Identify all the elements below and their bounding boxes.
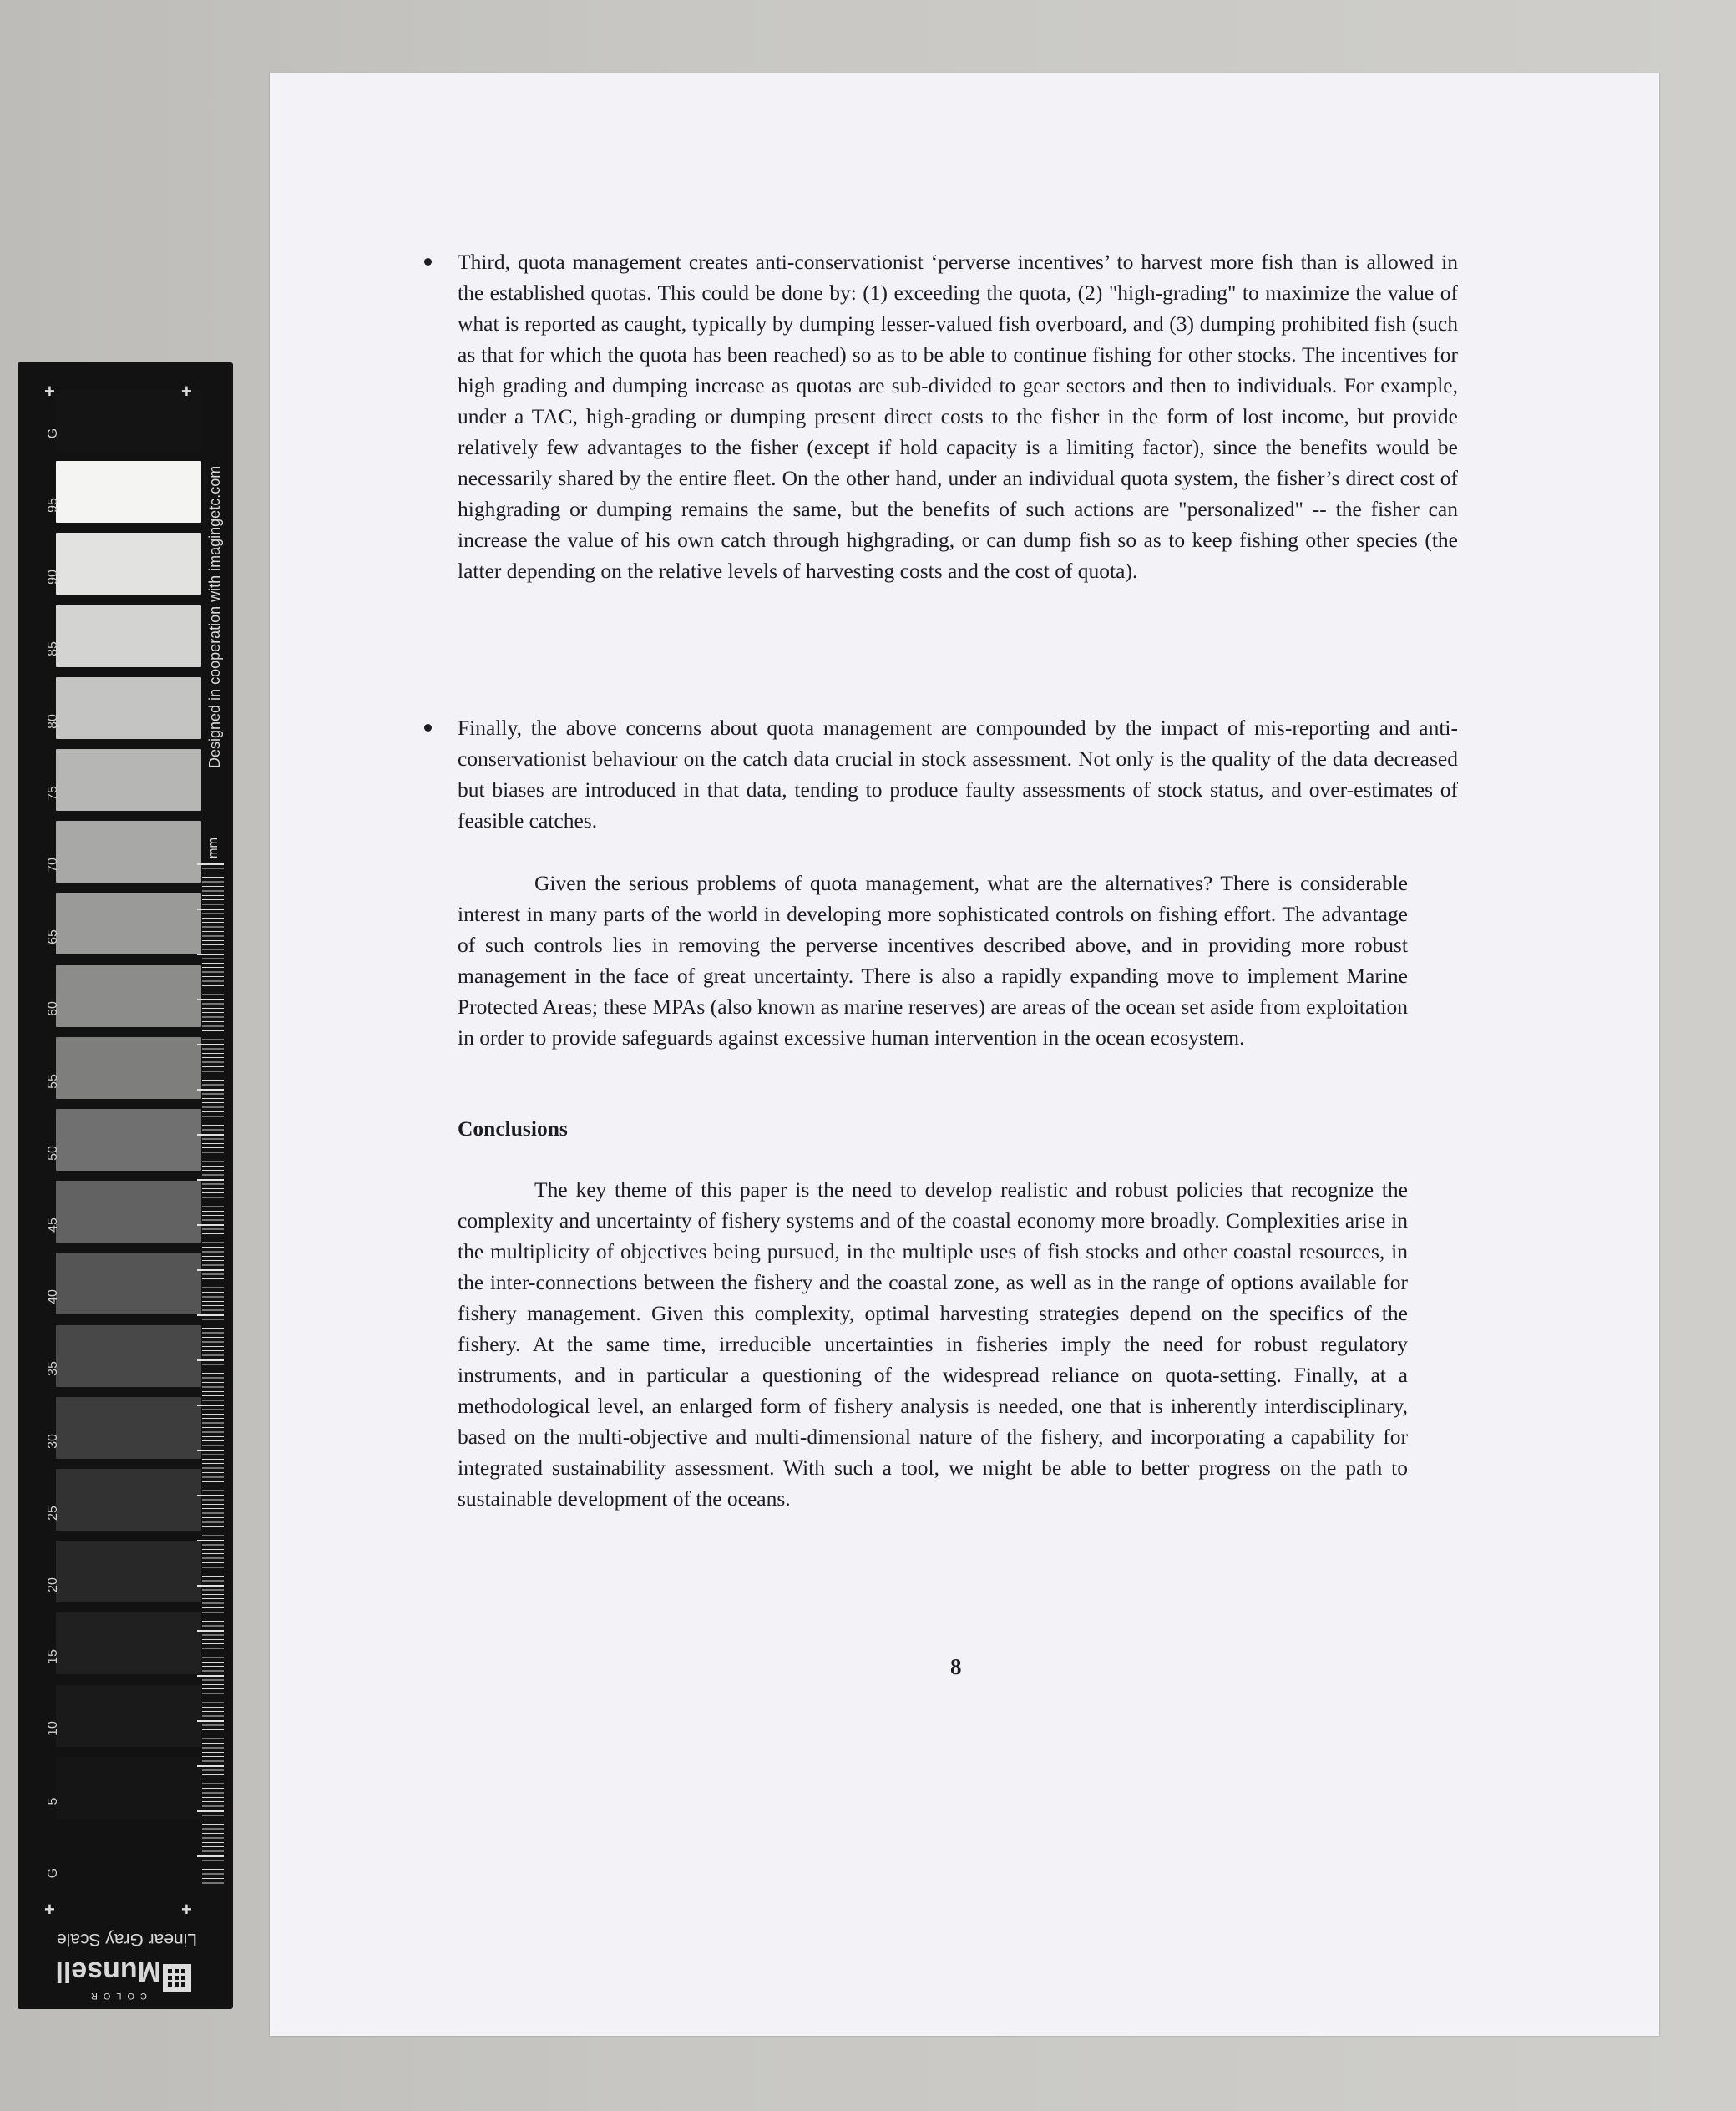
bullet-perverse-incentives bbox=[458, 246, 1458, 586]
paragraph-text: The key theme of this paper is the need to develop realistic and robust policies that recognize the complexity and uncertainty of fishery systems and of the coastal economy more broadly. Complexities arise in the multiplicity of objectives being pursued, in the multiple uses of fish stocks and other coastal resources, in the inter-connections between the fishery and the coastal zone, as well as in the range of options available for fishery management. Given this complexity, optimal harvesting strategies depend on the specifics of the fishery. At the same time, irreducible uncertainties in fisheries imply the need for robust regulatory instruments, and in particular a questioning of the widespread reliance on quota-setting. Finally, at a methodological level, an enlarged form of fishery analysis is needed, one that is inherently interdisciplinary, based on the multi-objective and multi-dimensional nature of the fishery, and incorporating a capability for integrated sustainability assessment. With such a tool, we might be able to better progress on the path to sustainable development of the oceans. bbox=[458, 1177, 1408, 1511]
page-number: 8 bbox=[950, 1654, 962, 1679]
registration-mark-top-left: + bbox=[44, 381, 55, 402]
scale-number: 10 bbox=[46, 1721, 60, 1737]
gray-patch bbox=[56, 893, 201, 954]
paragraph-conclusions bbox=[458, 1174, 1408, 1514]
gray-patch bbox=[56, 461, 201, 523]
scale-number: 70 bbox=[46, 858, 60, 873]
scale-number: 15 bbox=[46, 1649, 60, 1665]
mm-ruler-major-ticks bbox=[197, 863, 224, 1886]
gray-patch bbox=[56, 1757, 201, 1819]
gray-patch bbox=[56, 965, 201, 1027]
gray-patch bbox=[56, 1181, 201, 1243]
scale-number: 20 bbox=[46, 1577, 60, 1592]
bullet-text: Finally, the above concerns about quota management are compounded by the impact of mis-reporting and anti-conservationist behaviour on the catch data crucial in stock assessment. Not only is the quality of the data decreased but biases are introduced in that data, tending to produce faulty assessments of stock status, and over-estimates of feasible catches. bbox=[458, 716, 1458, 833]
gray-patch bbox=[56, 389, 201, 451]
gray-patch bbox=[56, 1685, 201, 1747]
gray-patch bbox=[56, 677, 201, 739]
credit-text: Designed in cooperation with imagingetc.com bbox=[206, 465, 223, 768]
end-label-top: G bbox=[46, 428, 60, 439]
scale-number: 90 bbox=[46, 570, 60, 585]
registration-mark-bottom-right: + bbox=[181, 1899, 192, 1920]
gray-patch bbox=[56, 1612, 201, 1674]
gray-patch bbox=[56, 1037, 201, 1099]
bullet-icon bbox=[424, 258, 432, 266]
gray-patch bbox=[56, 821, 201, 883]
gray-scale-title: Linear Gray Scale bbox=[56, 1930, 197, 1949]
munsell-logo-text: Munsell bbox=[55, 1956, 161, 1987]
bullet-text: Third, quota management creates anti-conservationist ‘perverse incentives’ to harvest more fish than is allowed in the established quotas. This could be done by: (1) exceeding the quota, (2) "high-grading" to maximize the value of what is reported as caught, typically by dumping lesser-valued fish overboard, and (3) dumping prohibited fish (such as that for which the quota has been reached) so as to be able to continue fishing for other stocks. The incentives for high grading and dumping increase as quotas are sub-divided to gear sectors and then to individuals. For example, under a TAC, high-grading or dumping present direct costs to the fisher in the form of lost income, but provide relatively few advantages to the fisher (except if hold capacity is a limiting factor), since the benefits would be necessarily shared by the entire fleet. On the other hand, under an individual quota system, the fisher’s direct cost of highgrading or dumping remains the same, but the benefits of such actions are "personalized" -- the fisher can increase the value of his own catch through highgrading, or can dump fish so as to keep fishing other species (the latter depending on the relative levels of harvesting costs and the cost of quota). bbox=[458, 250, 1458, 583]
bullet-misreporting bbox=[458, 712, 1458, 836]
munsell-grid-icon bbox=[161, 1962, 195, 1996]
scale-number: 55 bbox=[46, 1073, 60, 1089]
scale-number: 40 bbox=[46, 1289, 60, 1305]
scale-number: 35 bbox=[46, 1361, 60, 1377]
scale-number: 60 bbox=[46, 1001, 60, 1017]
scale-number: 85 bbox=[46, 641, 60, 657]
unit-label: mm bbox=[206, 838, 220, 858]
gray-patch bbox=[56, 1109, 201, 1171]
gray-patch bbox=[56, 533, 201, 595]
scale-number: 25 bbox=[46, 1505, 60, 1521]
scale-number: 75 bbox=[46, 785, 60, 801]
gray-patch bbox=[56, 605, 201, 667]
bullet-icon bbox=[424, 724, 432, 732]
scale-number: 5 bbox=[46, 1797, 60, 1805]
gray-patch bbox=[56, 1253, 201, 1314]
registration-mark-bottom-left: + bbox=[44, 1899, 55, 1920]
munsell-color-text: COLOR bbox=[84, 1991, 147, 2001]
gray-patch bbox=[56, 749, 201, 811]
paragraph-text: Given the serious problems of quota management, what are the alternatives? There is considerable interest in many parts of the world in developing more sophisticated controls on fishing effort. The advantage of such controls lies in removing the perverse incentives described above, and in providing more robust management in the face of great uncertainty. There is also a rapidly expanding move to implement Marine Protected Areas; these MPAs (also known as marine reserves) are areas of the ocean set aside from exploitation in order to provide safeguards against excessive human intervention in the ocean ecosystem. bbox=[458, 871, 1408, 1050]
scale-number: 30 bbox=[46, 1433, 60, 1449]
scale-number: 95 bbox=[46, 498, 60, 513]
gray-patch bbox=[56, 1469, 201, 1531]
section-heading: Conclusions bbox=[458, 1116, 568, 1141]
paragraph-alternatives bbox=[458, 868, 1408, 1053]
scale-number: 80 bbox=[46, 713, 60, 729]
gray-patch bbox=[56, 1541, 201, 1602]
gray-patch bbox=[56, 1325, 201, 1387]
scale-number: 50 bbox=[46, 1145, 60, 1161]
gray-scale-card bbox=[18, 362, 233, 2009]
scale-number: 45 bbox=[46, 1217, 60, 1233]
end-label-bottom: G bbox=[46, 1867, 60, 1879]
registration-mark-top-right: + bbox=[181, 381, 192, 402]
gray-patch bbox=[56, 1397, 201, 1459]
scale-number: 65 bbox=[46, 929, 60, 945]
